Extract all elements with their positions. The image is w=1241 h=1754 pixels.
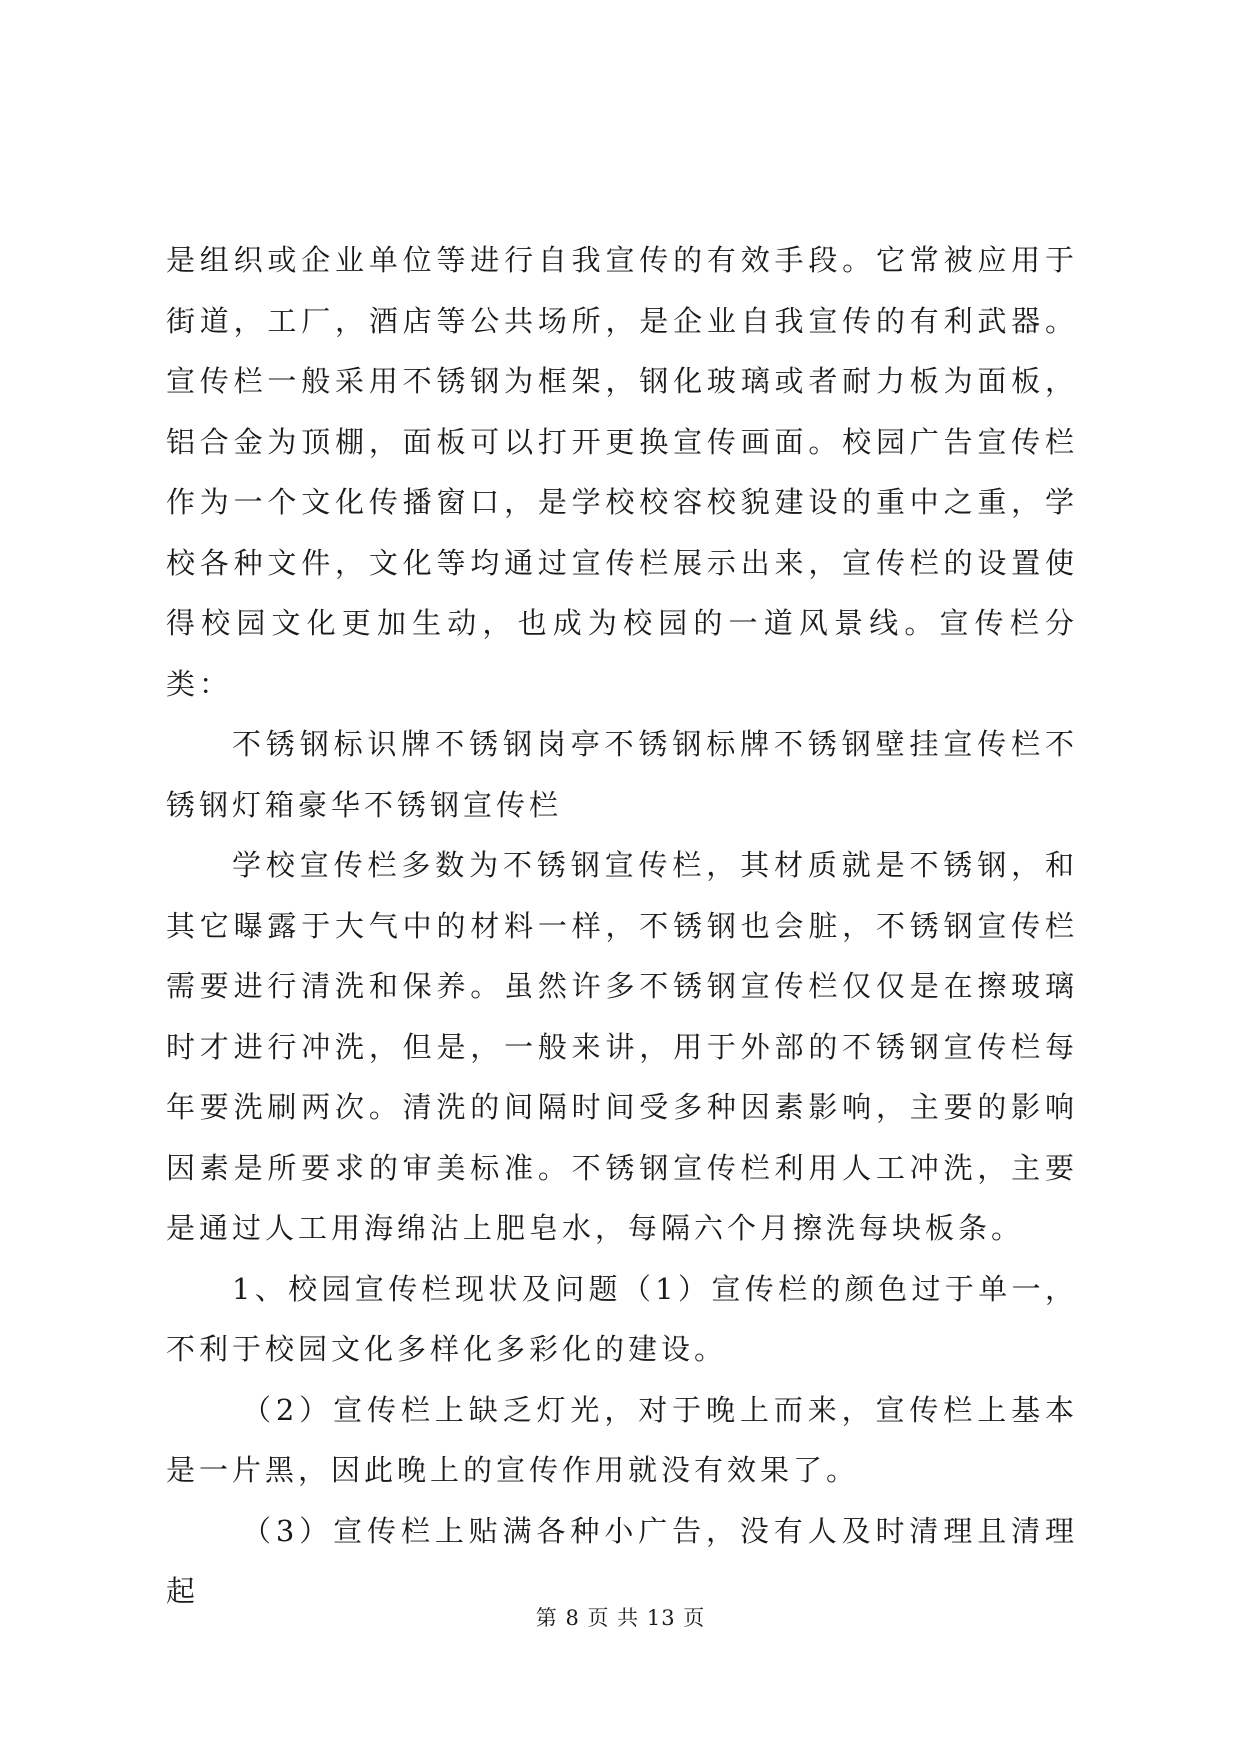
paragraph-intro: 是组织或企业单位等进行自我宣传的有效手段。它常被应用于街道，工厂，酒店等公共场所，是企业自我宣传的有利武器。宣传栏一般采用不锈钢为框架，钢化玻璃或者耐力板为面板，铝合金为顶棚，面板可以打开更换宣传画面。校园广告宣传栏作为一个文化传播窗口，是学校校容校貌建设的重中之重，学校各种文件，文化等均通过宣传栏展示出来，宣传栏的设置使得校园文化更加生动，也成为校园的一道风景线。宣传栏分类： (166, 243, 1078, 701)
paragraph-categories: 不锈钢标识牌不锈钢岗亭不锈钢标牌不锈钢壁挂宣传栏不锈钢灯箱豪华不锈钢宣传栏 (166, 727, 1078, 822)
page-number-footer: 第 8 页 共 13 页 (535, 1606, 706, 1630)
paragraph-maintenance: 学校宣传栏多数为不锈钢宣传栏，其材质就是不锈钢，和其它曝露于大气中的材料一样，不锈钢也会脏，不锈钢宣传栏需要进行清洗和保养。虽然许多不锈钢宣传栏仅仅是在擦玻璃时才进行冲洗，但是，一般来讲，用于外部的不锈钢宣传栏每年要洗刷两次。清洗的间隔时间受多种因素影响，主要的影响因素是所要求的审美标准。不锈钢宣传栏利用人工冲洗，主要是通过人工用海绵沾上肥皂水，每隔六个月擦洗每块板条。 (166, 848, 1078, 1245)
paragraph-issue-1: 1、校园宣传栏现状及问题（1）宣传栏的颜色过于单一，不利于校园文化多样化多彩化的建设。 (166, 1271, 1078, 1366)
paragraph-issue-3: （3）宣传栏上贴满各种小广告，没有人及时清理且清理起 (166, 1513, 1078, 1608)
paragraph-issue-2: （2）宣传栏上缺乏灯光，对于晚上而来，宣传栏上基本是一片黑，因此晚上的宣传作用就没有效果了。 (166, 1392, 1078, 1487)
document-body (166, 230, 1078, 1622)
